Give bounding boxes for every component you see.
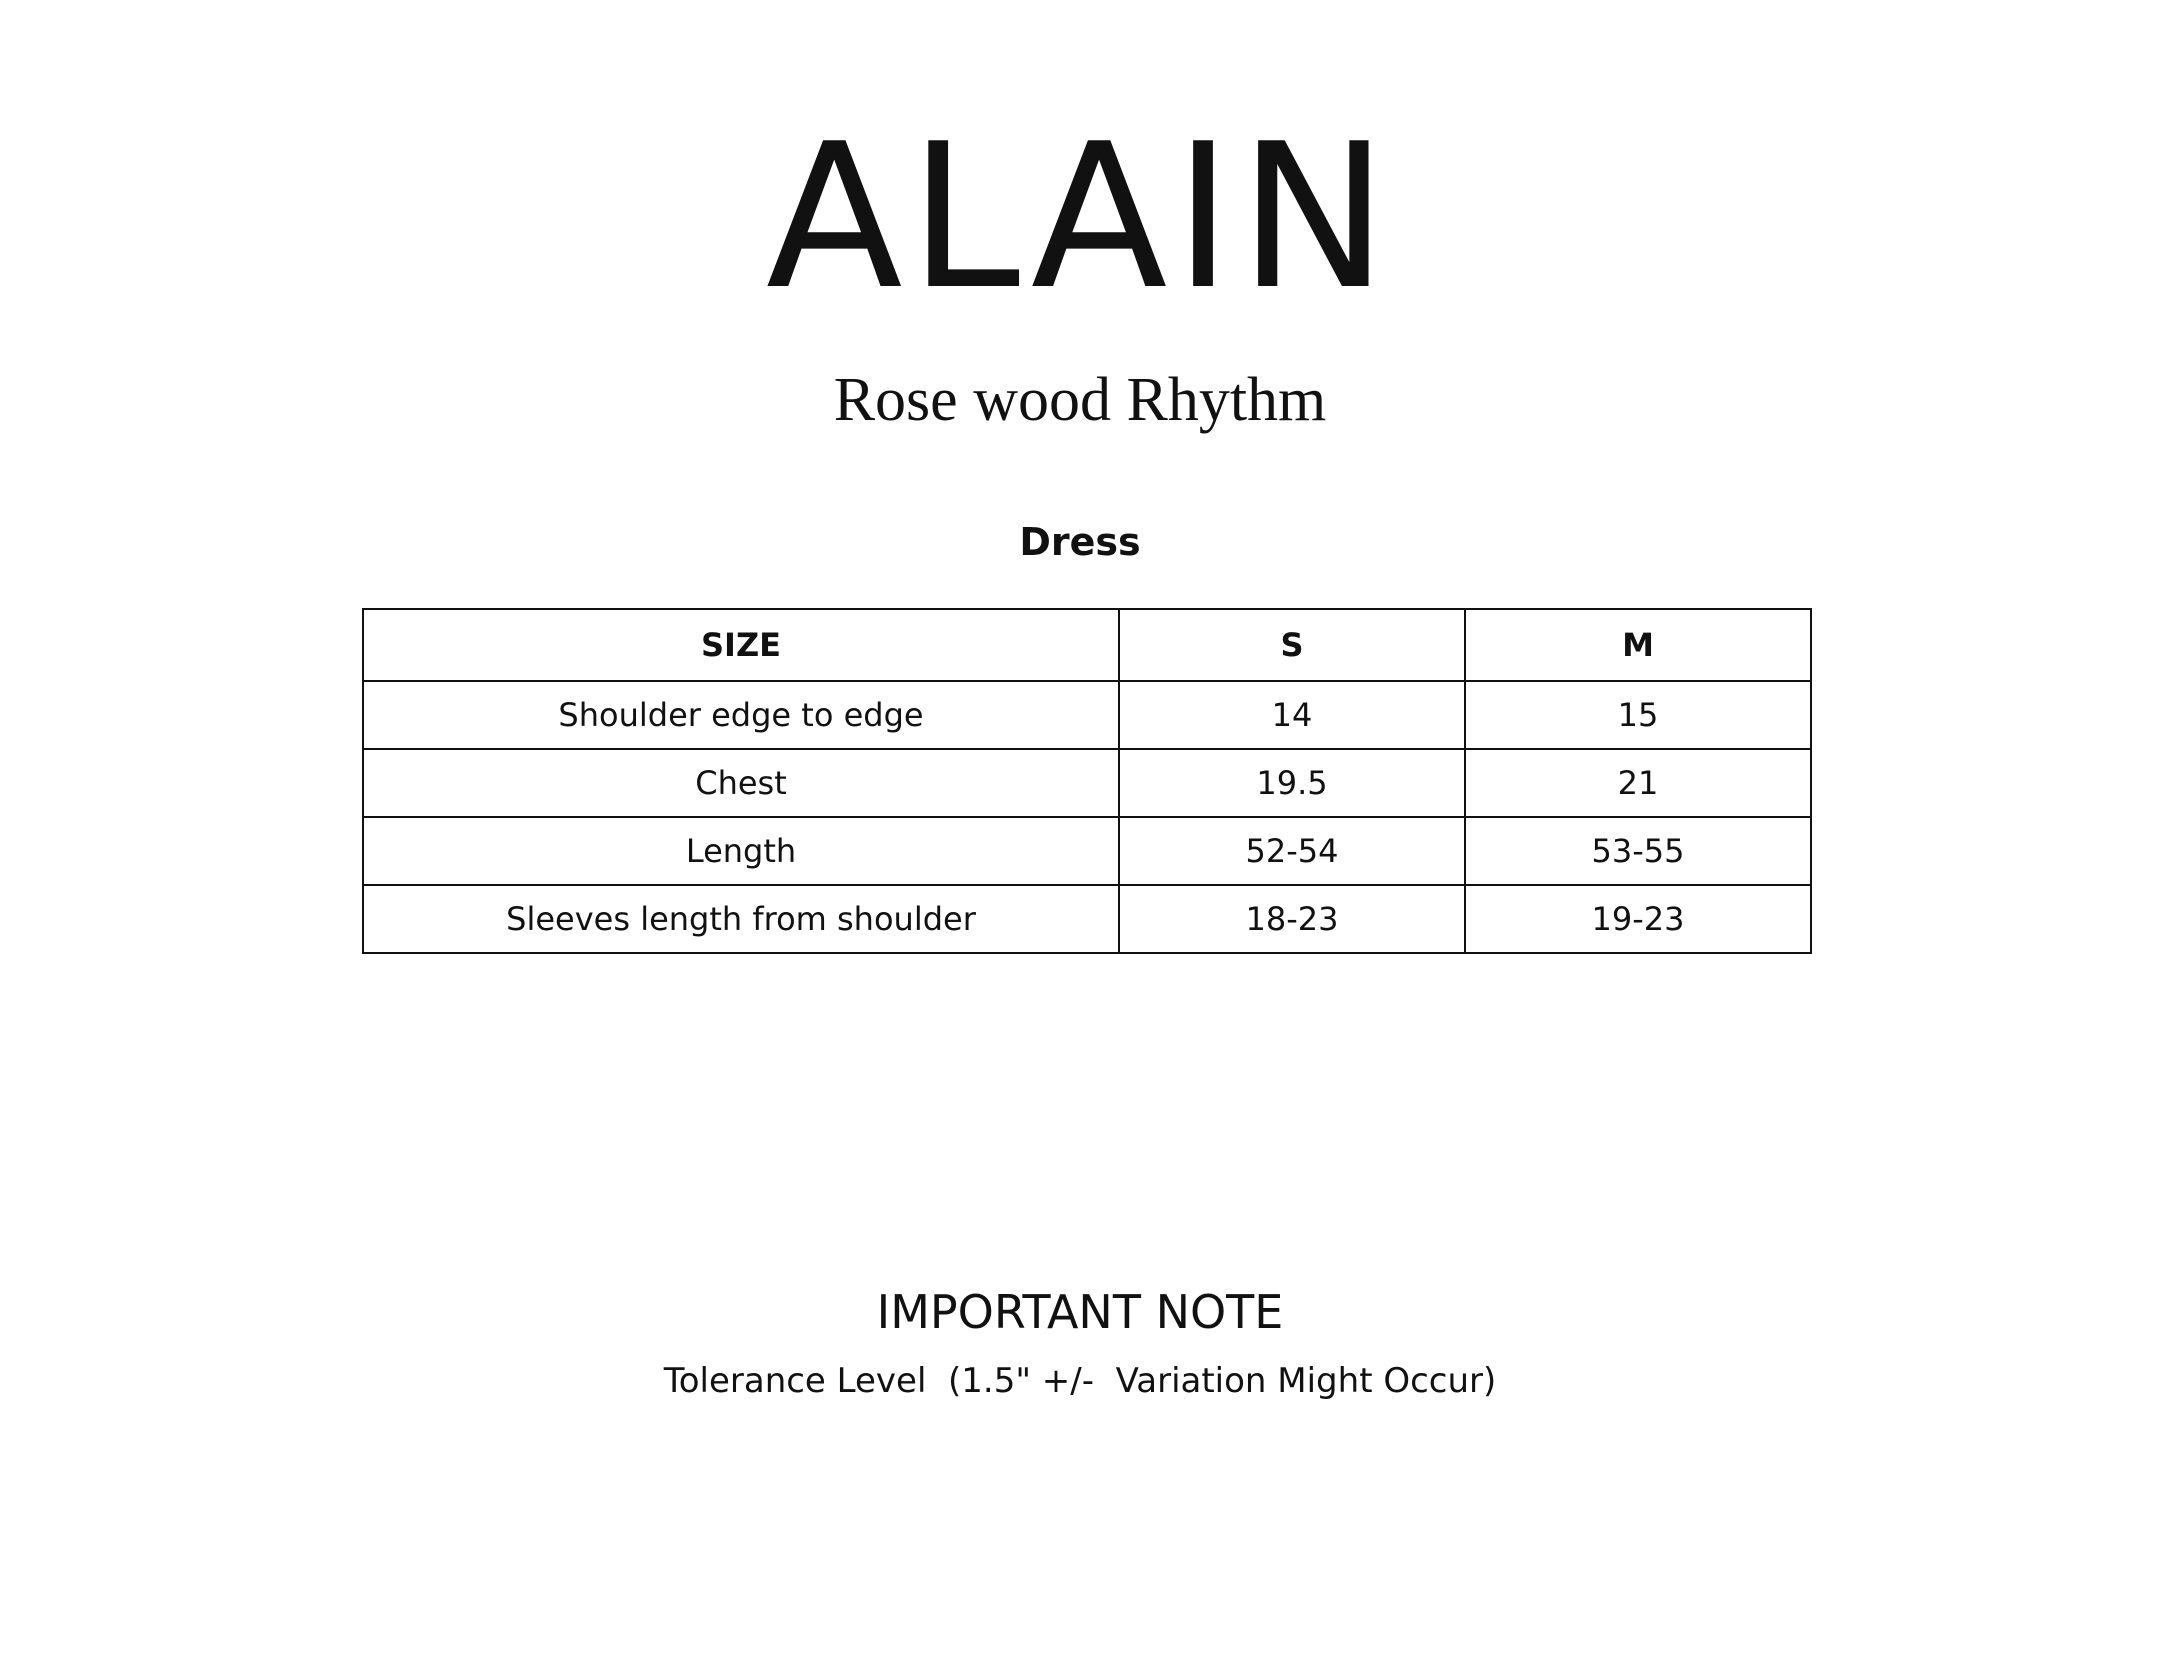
- size-s-value: 18-23: [1119, 885, 1465, 953]
- header-size: SIZE: [363, 609, 1119, 681]
- size-s-value: 14: [1119, 681, 1465, 749]
- size-s-value: 19.5: [1119, 749, 1465, 817]
- table-row: [363, 817, 1811, 885]
- category-title: Dress: [1019, 520, 1141, 564]
- size-s-value: 52-54: [1119, 817, 1465, 885]
- collection-name: Rose wood Rhythm: [833, 366, 1327, 434]
- tolerance-note: Tolerance Level (1.5" +/- Variation Might Occur): [663, 1361, 1497, 1401]
- size-m-value: 21: [1465, 749, 1811, 817]
- brand-logo: ALAIN: [765, 101, 1395, 334]
- header-m: M: [1465, 609, 1811, 681]
- table-row: [363, 681, 1811, 749]
- measurement-label: Chest: [363, 749, 1119, 817]
- table-row: [363, 885, 1811, 953]
- measurement-label: Length: [363, 817, 1119, 885]
- size-m-value: 19-23: [1465, 885, 1811, 953]
- measurement-label: Shoulder edge to edge: [363, 681, 1119, 749]
- size-m-value: 53-55: [1465, 817, 1811, 885]
- size-chart-table: [362, 608, 1812, 954]
- measurement-label: Sleeves length from shoulder: [363, 885, 1119, 953]
- table-header-row: [363, 609, 1811, 681]
- header-s: S: [1119, 609, 1465, 681]
- size-m-value: 15: [1465, 681, 1811, 749]
- table-row: [363, 749, 1811, 817]
- important-note-title: IMPORTANT NOTE: [876, 1285, 1284, 1339]
